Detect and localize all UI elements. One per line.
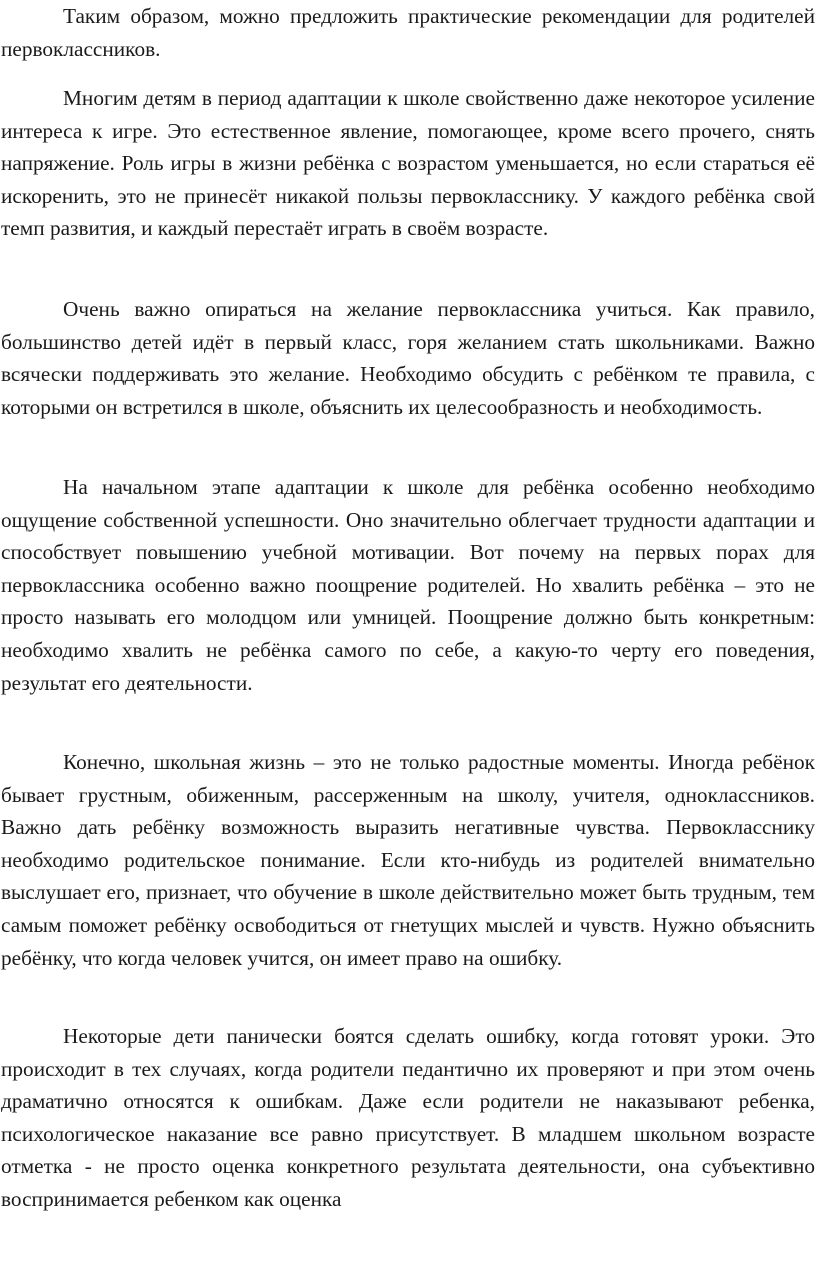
paragraph-2: Многим детям в период адаптации к школе свойственно даже некоторое усиление интереса к игре. Это естественное явление, помогающее, кроме всего прочего, снять напряжение. Роль игры в жизни ребёнка с возрастом уменьшается, но если стараться её искоренить, это не принесёт никакой пользы первокласснику. У каждого ребёнка свой темп развития, и каждый перестаёт играть в своём возрасте. (1, 86, 815, 241)
paragraph-6: Некоторые дети панически боятся сделать ошибку, когда готовят уроки. Это происходит в тех случаях, когда родители педантично их проверяют и при этом очень драматично относятся к ошибкам. Даже если родители не наказывают ребенка, психологическое наказание все равно присутствует. В младшем школьном возрасте отметка - не просто оценка конкретного результата деятельности, она субъективно воспринимается ребенком как оценка (1, 1024, 815, 1211)
paragraph-3: Очень важно опираться на желание первоклассника учиться. Как правило, большинство детей идёт в первый класс, горя желанием стать школьниками. Важно всячески поддерживать это желание. Необходимо обсудить с ребёнком те правила, с которыми он встретился в школе, объяснить их целесообразность и необходимость. (1, 297, 815, 419)
paragraph-4: На начальном этапе адаптации к школе для ребёнка особенно необходимо ощущение собственной успешности. Оно значительно облегчает трудности адаптации и способствует повышению учебной мотивации. Вот почему на первых порах для первоклассника особенно важно поощрение родителей. Но хвалить ребёнка – это не просто называть его молодцом или умницей. Поощрение должно быть конкретным: необходимо хвалить не ребёнка самого по себе, а какую-то черту его поведения, результат его деятельности. (1, 475, 815, 695)
paragraph-5: Конечно, школьная жизнь – это не только радостные моменты. Иногда ребёнок бывает грустным, обиженным, рассерженным на школу, учителя, одноклассников. Важно дать ребёнку возможность выразить негативные чувства. Первокласснику необходимо родительское понимание. Если кто-нибудь из родителей внимательно выслушает его, признает, что обучение в школе действительно может быть трудным, тем самым поможет ребёнку освободиться от гнетущих мыслей и чувств. Нужно объяснить ребёнку, что когда человек учится, он имеет право на ошибку. (1, 750, 815, 970)
paragraph-1: Таким образом, можно предложить практические рекомендации для родителей первоклассников. (1, 4, 815, 61)
